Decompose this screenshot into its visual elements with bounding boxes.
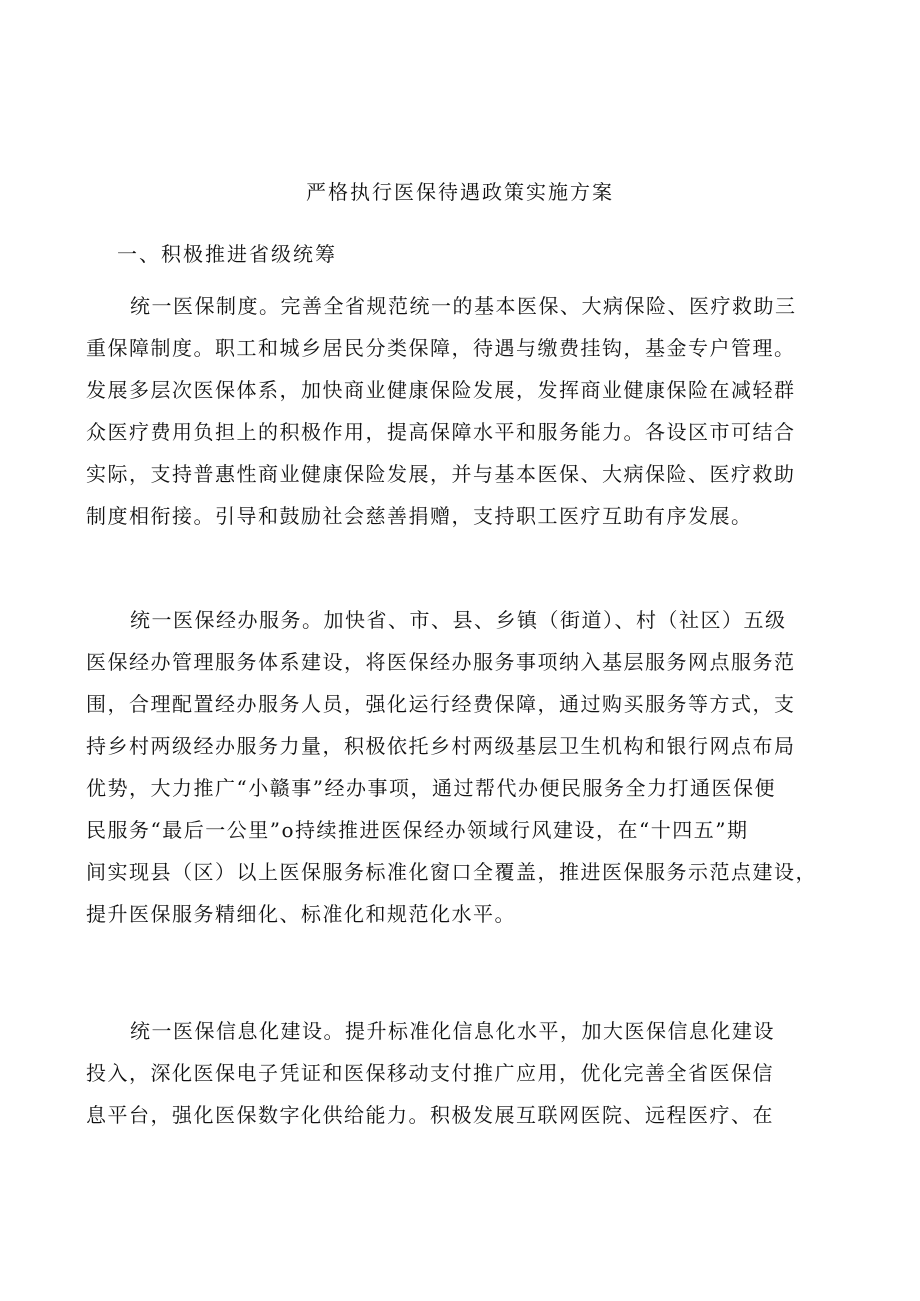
paragraph-line: 统一医保信息化建设。提升标准化信息化水平，加大医保信息化建设	[130, 1019, 775, 1043]
paragraph-line: 统一医保制度。完善全省规范统一的基本医保、大病保险、医疗救助三	[130, 294, 797, 318]
paragraph-line: 围，合理配置经办服务人员，强化运行经费保障，通过购买服务等方式，支	[86, 692, 796, 716]
paragraph-unified-handling-services	[86, 599, 856, 935]
document-title: 严格执行医保待遇政策实施方案	[306, 180, 614, 204]
paragraph-unified-medical-insurance-system	[86, 285, 856, 537]
paragraph-line: 发展多层次医保体系，加快商业健康保险发展，发挥商业健康保险在减轻群	[86, 378, 796, 402]
paragraph-line: 持乡村两级经办服务力量，积极依托乡村两级基层卫生机构和银行网点布局	[86, 734, 796, 758]
paragraph-line: 投入，深化医保电子凭证和医保移动支付推广应用，优化完善全省医保信	[86, 1061, 774, 1085]
paragraph-line: 息平台，强化医保数字化供给能力。积极发展互联网医院、远程医疗、在	[86, 1103, 774, 1127]
paragraph-line: 间实现县（区）以上医保服务标准化窗口全覆盖，推进医保服务示范点建设，	[86, 860, 817, 884]
paragraph-line: 重保障制度。职工和城乡居民分类保障，待遇与缴费挂钩，基金专户管理。	[86, 336, 796, 360]
section-heading: 一、积极推进省级统筹	[117, 242, 337, 266]
paragraph-line: 提升医保服务精细化、标准化和规范化水平。	[86, 902, 516, 926]
paragraph-line: 制度相衔接。引导和鼓励社会慈善捐赠，支持职工医疗互助有序发展。	[86, 504, 753, 528]
paragraph-line: 优势，大力推广“小赣事”经办事项，通过帮代办便民服务全力打通医保便	[86, 776, 776, 800]
paragraph-unified-informatization	[86, 1010, 856, 1136]
paragraph-line: 民服务“最后一公里”o持续推进医保经办领域行风建设，在“十四五”期	[86, 818, 749, 842]
paragraph-line: 众医疗费用负担上的积极作用，提高保障水平和服务能力。各设区市可结合	[86, 420, 796, 444]
paragraph-line: 统一医保经办服务。加快省、市、县、乡镇（街道）、村（社区）五级	[130, 608, 787, 632]
paragraph-line: 实际，支持普惠性商业健康保险发展，并与基本医保、大病保险、医疗救助	[86, 462, 796, 486]
paragraph-line: 医保经办管理服务体系建设，将医保经办服务事项纳入基层服务网点服务范	[86, 650, 796, 674]
